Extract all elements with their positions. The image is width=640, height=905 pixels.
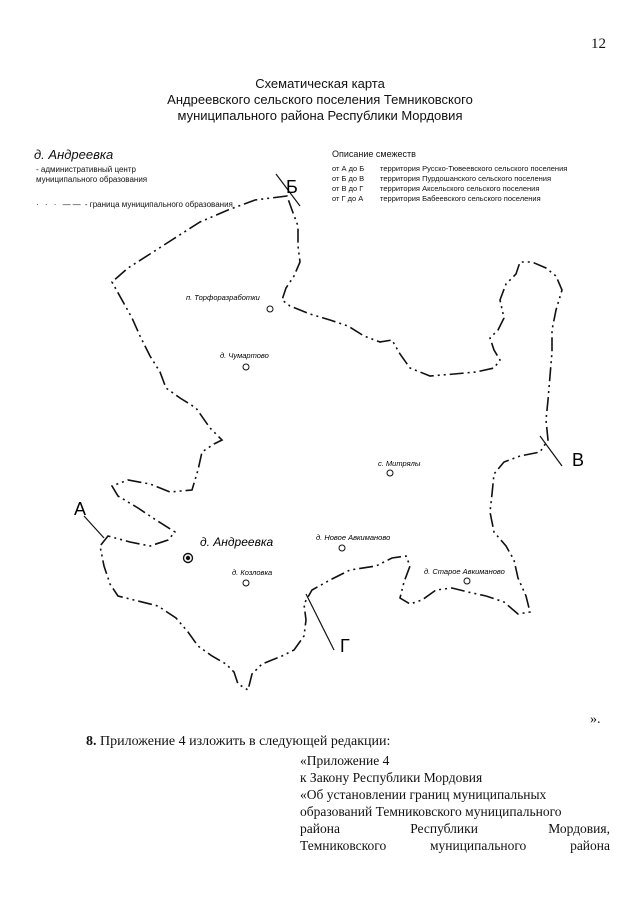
municipal-boundary [100,196,562,690]
appendix-line: к Закону Республики Мордовия [300,770,483,785]
settlement-label-novoe-avkimanovo: д. Новое Авкиманово [316,533,391,542]
legend-center-description: - административный центр муниципального образования [36,165,148,184]
map-title-line: муниципального района Республики Мордовия [177,108,463,123]
point-label-a: А [74,499,87,519]
junction-mark-a [84,516,104,538]
legend-border-description: - граница муниципального образования [84,200,233,209]
junction-mark-v [540,436,562,466]
clause-text: Приложение 4 изложить в следующей редакции: [100,734,391,749]
settlement-marker [464,578,470,584]
map-title-line: Схематическая карта [255,76,385,91]
adjacency-title: Описание смежеств [332,149,416,159]
settlement-marker [243,580,249,586]
settlement-marker [243,364,249,370]
appendix-line: «Об установлении границ муниципальных [300,787,547,802]
adjacency-text: территория Русско-Тювеевского сельского поселения [380,164,568,173]
page-number: 12 [591,36,606,52]
appendix-word: района [300,821,340,836]
settlement-marker [267,306,273,312]
clause-8 [86,734,390,750]
adjacency-text: территория Аксельского сельского поселения [380,184,540,193]
appendix-word: района [570,838,610,853]
settlement-label-kozlovka: д. Козловка [232,568,273,577]
appendix-line: «Приложение 4 [300,753,390,768]
point-label-g: Г [340,636,350,656]
legend-center-name: д. Андреевка [34,147,114,162]
appendix-word: муниципального [429,838,527,853]
appendix-line [300,820,610,837]
settlement-label-andreevka: д. Андреевка [200,535,274,549]
appendix-word: Темниковского [300,838,387,853]
adjacency-range: от А до Б [332,164,365,173]
adjacency-text: территория Пурдошанского сельского поселения [380,174,552,183]
point-label-b: Б [286,177,298,197]
settlement-label-mitryaly: с. Митрялы [378,459,421,468]
junction-mark-g [306,594,334,650]
adjacency-range: от В до Г [332,184,364,193]
settlement-marker [387,470,393,476]
settlement-label-chumartovo: д. Чумартово [220,351,269,360]
appendix-heading [300,752,610,854]
appendix-line [300,837,610,854]
adjacency-text: территория Бабеевского сельского поселения [380,194,541,203]
settlement-marker [339,545,345,551]
admin-center-marker-dot [186,556,190,560]
adjacency-range: от Г до А [332,194,364,203]
appendix-word: Республики [410,821,478,836]
clause-number: 8. [86,734,97,749]
appendix-word: Мордовия, [548,821,610,836]
map-title-line: Андреевского сельского поселения Темниковского [167,92,473,107]
adjacency-range: от Б до В [332,174,365,183]
closing-quote: ». [590,712,601,727]
border-line-symbol: · · · —— [36,200,83,209]
settlement-label-staroe-avkimanovo: д. Старое Авкиманово [424,567,505,576]
appendix-line: образований Темниковского муниципального [300,804,562,819]
settlement-label-torforazrabotki: п. Торфоразработки [186,293,260,302]
point-label-v: В [572,450,585,470]
